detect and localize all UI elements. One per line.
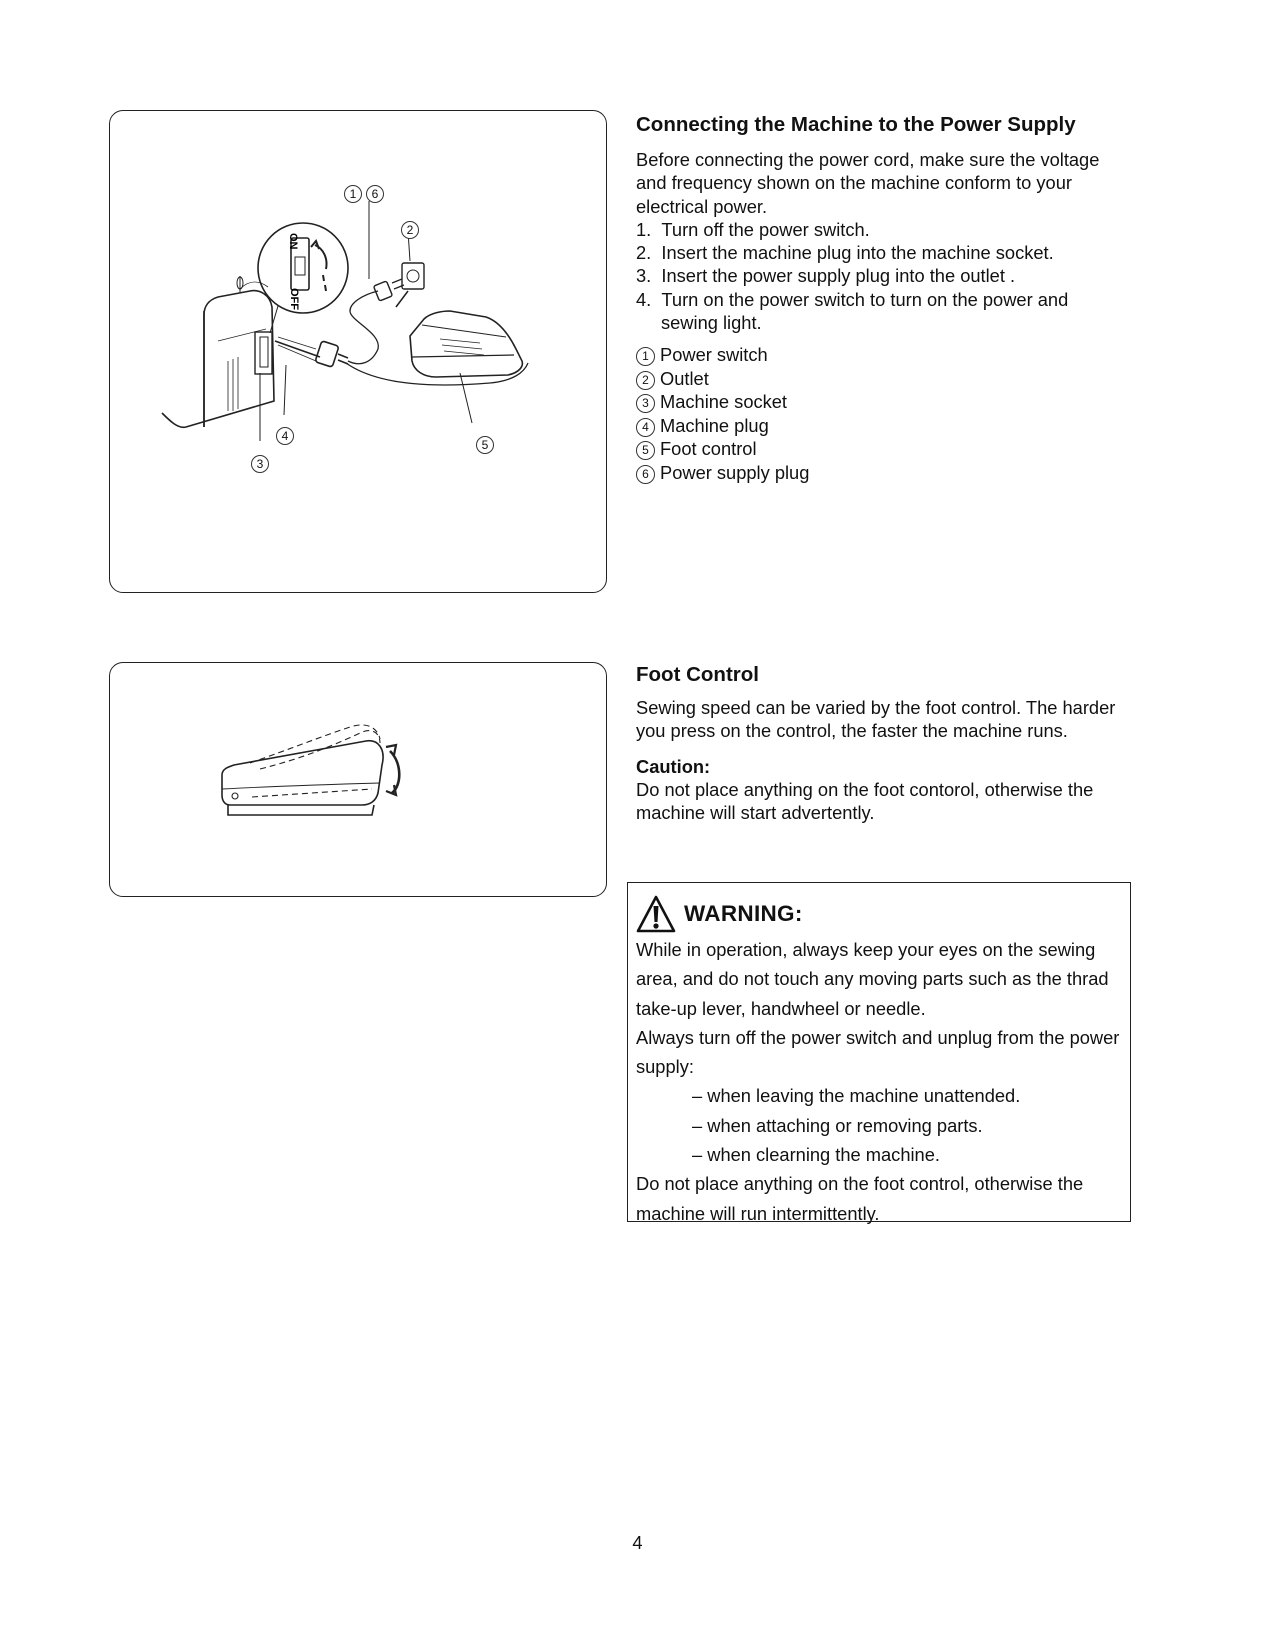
legend-item: 3 Machine socket (636, 390, 1116, 414)
step-item: 1. Turn off the power switch. (636, 218, 870, 240)
figure-callout-3: 3 (251, 455, 269, 473)
legend-item: 1 Power switch (636, 343, 1116, 367)
foot-control-text: Sewing speed can be varied by the foot control. The harder you press on the control, the faster the machine runs. (636, 697, 1116, 742)
legend-item: 6 Power supply plug (636, 461, 1116, 485)
foot-control-title: Foot Control (636, 663, 759, 686)
figure-callout-6: 6 (366, 185, 384, 203)
foot-control-section (636, 662, 1116, 824)
figure-callout-1: 1 (344, 185, 362, 203)
warning-paragraph-3: Do not place anything on the foot control, otherwise the machine will run intermittently. (636, 1173, 1084, 1224)
warning-bullet: – when leaving the machine unattended. (692, 1085, 1021, 1107)
power-connection-illustration (110, 111, 606, 592)
power-connection-figure (109, 110, 607, 593)
step-item: 2. Insert the machine plug into the machine socket. (636, 242, 1054, 264)
foot-control-illustration (110, 663, 606, 896)
warning-triangle-icon (636, 895, 676, 933)
step-item: 3. Insert the power supply plug into the outlet . (636, 265, 1016, 287)
power-intro: Before connecting the power cord, make sure the voltage and frequency shown on the machine conform to your electrical power. (636, 149, 1100, 217)
power-section-title: Connecting the Machine to the Power Supply (636, 113, 1076, 136)
foot-control-figure (109, 662, 607, 897)
warning-title: WARNING: (684, 901, 803, 926)
legend-item: 5 Foot control (636, 437, 1116, 461)
step-item: 4. Turn on the power switch to turn on the power and sewing light. (636, 288, 1069, 334)
parts-legend (636, 343, 1116, 484)
warning-body (636, 935, 1122, 1228)
warning-paragraph-1: While in operation, always keep your eyes on the sewing area, and do not touch any moving parts such as the thrad take-up lever, handwheel or needle. (636, 939, 1109, 1019)
warning-bullet: – when attaching or removing parts. (692, 1114, 983, 1136)
power-steps-list (636, 218, 1116, 334)
power-section (636, 112, 1116, 484)
figure-callout-5: 5 (476, 436, 494, 454)
warning-header (636, 893, 1122, 935)
warning-bullet: – when clearning the machine. (692, 1144, 940, 1166)
switch-on-label: ON (287, 233, 299, 250)
warning-paragraph-2: Always turn off the power switch and unplug from the power supply: (636, 1026, 1120, 1078)
figure-callout-4: 4 (276, 427, 294, 445)
switch-off-label: OFF (288, 288, 300, 310)
figure-callout-2: 2 (401, 221, 419, 239)
legend-item: 4 Machine plug (636, 414, 1116, 438)
page-number: 4 (632, 1532, 643, 1553)
caution-title: Caution: (636, 755, 711, 777)
caution-text: Do not place anything on the foot contorol, otherwise the machine will start advertently. (636, 778, 1094, 823)
warning-box (627, 882, 1131, 1222)
legend-item: 2 Outlet (636, 367, 1116, 391)
